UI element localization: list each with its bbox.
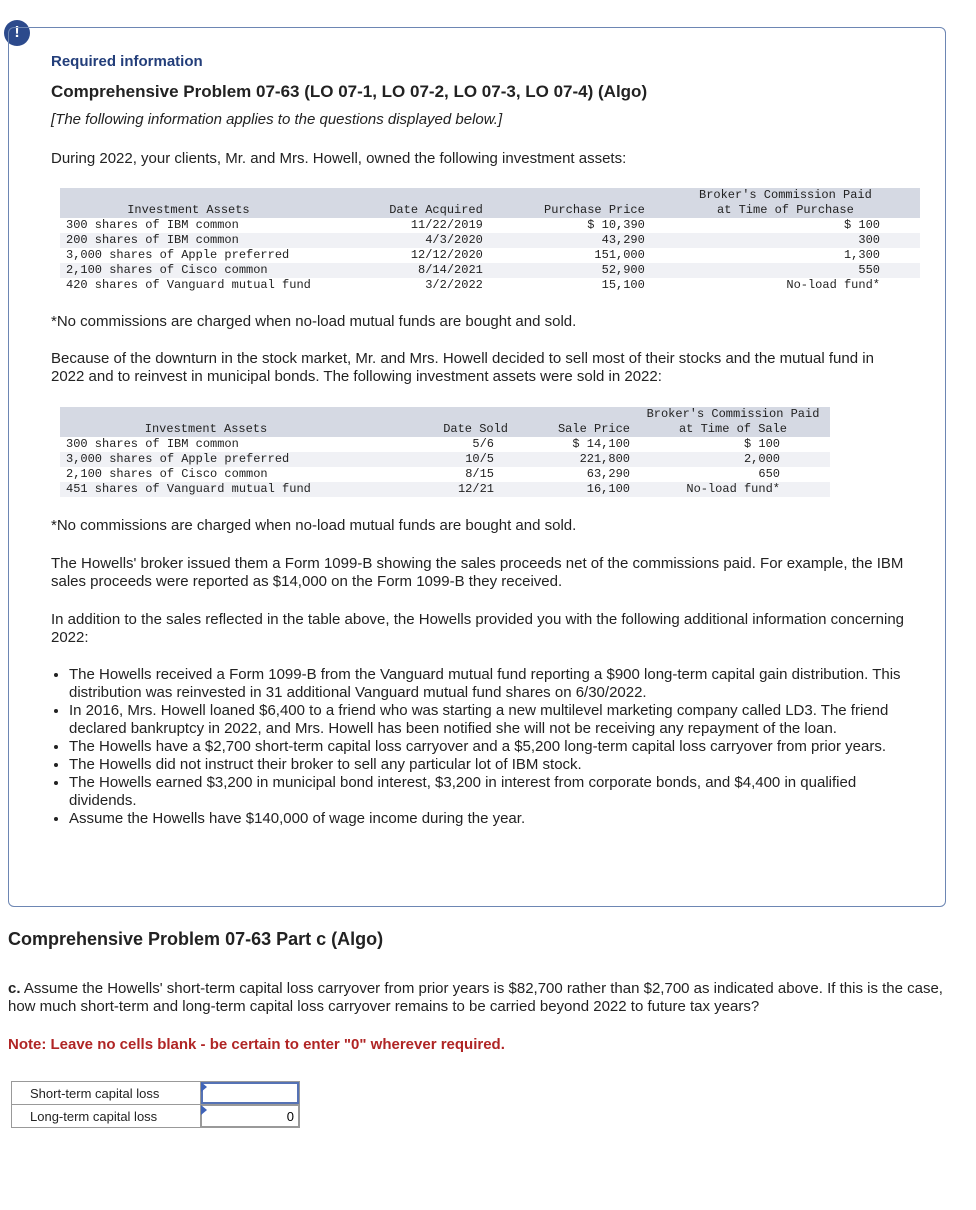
purchase-date-header: Date Acquired [317, 203, 489, 218]
additional-info-text: In addition to the sales reflected in the table above, the Howells provided you with the following additional information concerning 2022: [51, 611, 905, 646]
purchase-commission: No-load fund* [786, 278, 880, 292]
list-item: • The Howells received a Form 1099-B from the Vanguard mutual fund reporting a $900 long-term capital gain distribution. This distribution was reinvested in 31 additional Vanguard mutual fund shares on 6/30/2022. [69, 666, 919, 702]
sale-price: 16,100 [514, 482, 636, 497]
table-row [60, 263, 920, 278]
short-term-label: Short-term capital loss [12, 1082, 201, 1105]
list-item: • Assume the Howells have $140,000 of wage income during the year. [69, 810, 919, 828]
table-row [60, 437, 830, 452]
sale-date-header: Date Sold [352, 422, 514, 437]
sale-price: $ 14,100 [572, 437, 630, 451]
sale-commission-header-1: Broker's Commission Paid [636, 407, 830, 422]
sale-asset: 300 shares of IBM common [66, 437, 239, 451]
sale-asset: 2,100 shares of Cisco common [66, 467, 268, 481]
purchase-date: 12/12/2020 [410, 248, 483, 262]
purchase-price: 52,900 [489, 263, 651, 278]
purchase-asset-header: Investment Assets [60, 203, 317, 218]
table-row [60, 467, 830, 482]
purchase-price: 15,100 [601, 278, 645, 292]
flag-icon [201, 1105, 207, 1115]
list-item: • The Howells have a $2,700 short-term capital loss carryover and a $5,200 long-term capital loss carryover from prior years. [69, 738, 919, 756]
table-row [60, 482, 830, 497]
table-row [12, 1105, 300, 1128]
sale-commission: No-load fund* [636, 482, 830, 497]
purchase-date: 8/14/2021 [317, 263, 489, 278]
list-item: • In 2016, Mrs. Howell loaned $6,400 to a friend who was starting a new multilevel marketing company called LD3. The friend declared bankruptcy in 2022, and Mrs. Howell has been notified she will not be receiving any repayment of the loan. [69, 702, 919, 738]
note-text: Note: Leave no cells blank - be certain to enter "0" wherever required. [8, 1036, 505, 1053]
footnote-sales: *No commissions are charged when no-load mutual funds are bought and sold. [51, 517, 577, 534]
list-item: • The Howells did not instruct their broker to sell any particular lot of IBM stock. [69, 756, 919, 774]
purchase-date: 3/2/2022 [425, 278, 483, 292]
purchase-price: 43,290 [489, 233, 651, 248]
purchase-asset: 420 shares of Vanguard mutual fund [66, 278, 311, 292]
long-term-input[interactable] [201, 1105, 299, 1127]
part-title: Comprehensive Problem 07-63 Part c (Algo) [8, 929, 384, 949]
sale-commission: 650 [758, 467, 780, 481]
table-row [60, 248, 920, 263]
intro-text: During 2022, your clients, Mr. and Mrs. Howell, owned the following investment assets: [51, 150, 627, 167]
sale-date: 5/6 [472, 437, 494, 451]
downturn-text: Because of the downturn in the stock market, Mr. and Mrs. Howell decided to sell most of their stocks and the mutual fund in 2022 and to reinvest in municipal bonds. The following investment assets were sold in 2022: [51, 350, 874, 385]
sale-price: 63,290 [586, 467, 630, 481]
purchase-commission-header-1: Broker's Commission Paid [651, 188, 920, 203]
question-text [8, 980, 958, 1016]
sales-table [60, 407, 830, 497]
sale-commission: 2,000 [636, 452, 830, 467]
alert-icon: ! [4, 20, 30, 46]
purchase-asset: 2,100 shares of Cisco common [60, 263, 317, 278]
sale-asset: 451 shares of Vanguard mutual fund [60, 482, 352, 497]
purchase-date: 4/3/2020 [317, 233, 489, 248]
purchase-price: $ 10,390 [587, 218, 645, 232]
table-row [60, 233, 920, 248]
sale-price-header: Sale Price [514, 422, 636, 437]
additional-info-list [51, 666, 919, 828]
purchase-commission: 550 [651, 263, 920, 278]
table-row [60, 218, 920, 233]
answer-table [11, 1081, 300, 1128]
purchases-table [60, 188, 920, 293]
sale-asset: 3,000 shares of Apple preferred [60, 452, 352, 467]
table-row [60, 452, 830, 467]
question-body: Assume the Howells' short-term capital loss carryover from prior years is $82,700 rather than $2,700 as indicated above. If this is the case, how much short-term and long-term capital loss carryover remains to be carried beyond 2022 to future tax years? [8, 980, 943, 1015]
required-information-label: Required information [51, 53, 203, 70]
purchase-date: 11/22/2019 [410, 218, 483, 232]
purchase-price: 151,000 [594, 248, 645, 262]
purchase-asset: 300 shares of IBM common [66, 218, 239, 232]
sale-asset-header: Investment Assets [60, 422, 352, 437]
sale-date: 8/15 [465, 467, 494, 481]
purchase-price-header: Purchase Price [489, 203, 651, 218]
purchase-commission: 1,300 [843, 248, 880, 262]
purchase-commission: 300 [651, 233, 920, 248]
purchase-asset: 200 shares of IBM common [60, 233, 317, 248]
short-term-input[interactable] [201, 1082, 299, 1104]
sale-commission-header-2: at Time of Sale [636, 422, 830, 437]
broker-text: The Howells' broker issued them a Form 1099-B showing the sales proceeds net of the commissions paid. For example, the IBM sales proceeds were reported as $14,000 on the Form 1099-B they received. [51, 555, 904, 590]
sale-price: 221,800 [514, 452, 636, 467]
problem-subtitle: [The following information applies to the questions displayed below.] [51, 111, 503, 128]
table-row [60, 278, 920, 293]
purchase-commission-header-2: at Time of Purchase [651, 203, 920, 218]
purchase-asset: 3,000 shares of Apple preferred [66, 248, 290, 262]
flag-icon [201, 1082, 207, 1092]
long-term-label: Long-term capital loss [12, 1105, 201, 1128]
sale-date: 10/5 [352, 452, 514, 467]
sale-commission: $ 100 [743, 437, 780, 451]
footnote-purchases: *No commissions are charged when no-load mutual funds are bought and sold. [51, 313, 577, 330]
question-prefix: c. [8, 980, 21, 997]
table-row [12, 1082, 300, 1105]
purchase-commission: $ 100 [843, 218, 880, 232]
sale-date: 12/21 [352, 482, 514, 497]
problem-title: Comprehensive Problem 07-63 (LO 07-1, LO 07-2, LO 07-3, LO 07-4) (Algo) [51, 82, 648, 101]
list-item: • The Howells earned $3,200 in municipal bond interest, $3,200 in interest from corporate bonds, and $4,400 in qualified dividends. [69, 774, 919, 810]
